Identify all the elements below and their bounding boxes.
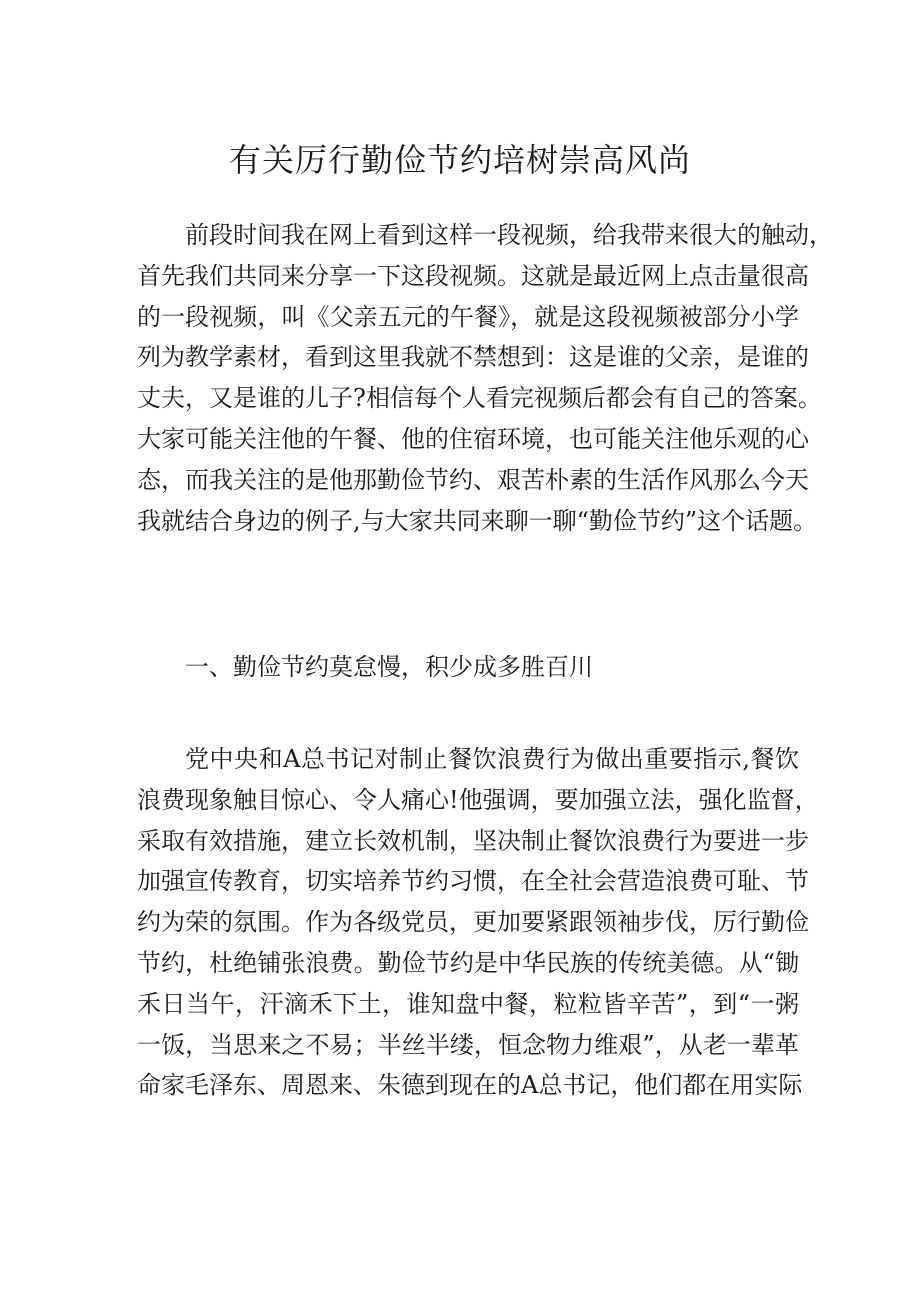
paragraph-line: 大家可能关注他的午餐、他的住宿环境，也可能关注他乐观的心: [137, 424, 809, 453]
paragraph-line: 禾日当午，汗滴禾下土，谁知盘中餐，粒粒皆辛苦”，到“一粥: [137, 989, 799, 1018]
paragraph-line: 命家毛泽东、周恩来、朱德到现在的A总书记，他们都在用实际: [137, 1071, 803, 1100]
paragraph-section-one: [137, 739, 819, 1106]
paragraph-line: 丈夫，又是谁的儿子?相信每个人看完视频后都会有自己的答案。: [137, 384, 822, 413]
paragraph-line: 列为教学素材，看到这里我就不禁想到：这是谁的父亲，是谁的: [137, 343, 809, 372]
paragraph-line: 加强宣传教育，切实培养节约习惯，在全社会营造浪费可耻、节: [137, 867, 809, 896]
paragraph-line: 一饭，当思来之不易；半丝半缕，恒念物力维艰”，从老一辈革: [137, 1030, 799, 1059]
paragraph-line: 浪费现象触目惊心、令人痛心!他强调，要加强立法，强化监督，: [137, 785, 819, 814]
document-title: 有关厉行勤俭节约培树崇高风尚: [228, 141, 691, 179]
paragraph-line: 前段时间我在网上看到这样一段视频，给我带来很大的触动，: [185, 221, 833, 249]
paragraph-line: 态，而我关注的是他那勤俭节约、艰苦朴素的生活作风那么今天: [137, 465, 809, 494]
paragraph-line: 的一段视频，叫《父亲五元的午餐》，就是这段视频被部分小学: [137, 302, 799, 331]
paragraph-line: 首先我们共同来分享一下这段视频。这就是最近网上点击量很高: [137, 261, 809, 290]
paragraph-intro: [137, 215, 833, 541]
paragraph-line: 约为荣的氛围。作为各级党员，更加要紧跟领袖步伐，厉行勤俭: [137, 908, 809, 937]
paragraph-line: 党中央和A总书记对制止餐饮浪费行为做出重要指示,餐饮: [185, 745, 799, 773]
section-heading: 一、勤俭节约莫怠慢，积少成多胜百川: [185, 653, 593, 681]
paragraph-line: 采取有效措施，建立长效机制，坚决制止餐饮浪费行为要进一步: [137, 826, 809, 855]
paragraph-line: 节约，杜绝铺张浪费。勤俭节约是中华民族的传统美德。从“锄: [137, 948, 799, 977]
paragraph-line: 我就结合身边的例子,与大家共同来聊一聊“勤俭节约”这个话题。: [137, 506, 818, 535]
